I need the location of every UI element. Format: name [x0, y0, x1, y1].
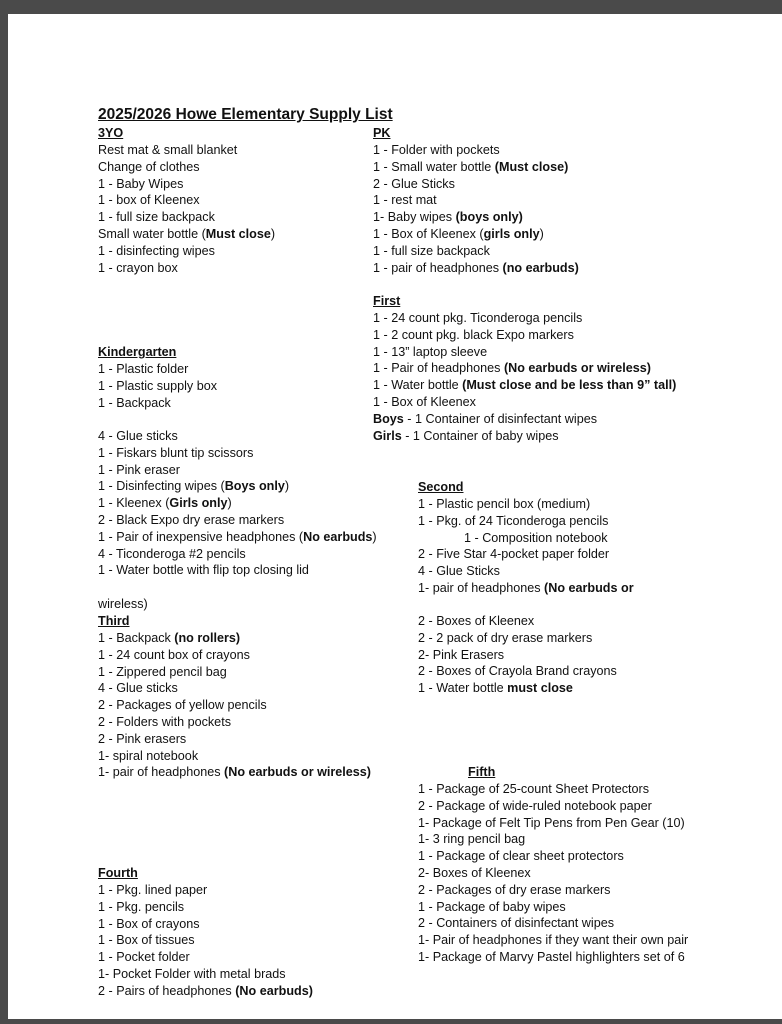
list-item: 2 - Pink erasers	[98, 731, 187, 746]
list-item	[98, 478, 289, 494]
list-item: Change of clothes	[98, 159, 200, 174]
list-item: 1 - full size backpack	[373, 243, 490, 258]
emphasis-text: must close	[507, 681, 573, 696]
list-item: 1 - Fiskars blunt tip scissors	[98, 445, 254, 460]
list-item: 2 - 2 pack of dry erase markers	[418, 630, 593, 645]
list-item	[373, 411, 597, 427]
list-item: 4 - Ticonderoga #2 pencils	[98, 546, 246, 561]
list-item: 1 - Package of 25-count Sheet Protectors	[418, 782, 650, 796]
list-item: 1 - 24 count box of crayons	[98, 647, 250, 662]
item-text: - 1 Container of disinfectant wipes	[403, 411, 598, 426]
list-item: 1 - 2 count pkg. black Expo markers	[373, 327, 574, 342]
list-item	[373, 428, 559, 444]
list-item	[418, 580, 634, 596]
list-item: 1 - Pkg. pencils	[98, 899, 185, 914]
list-item: 2 - Packages of dry erase markers	[418, 882, 611, 897]
list-item: 2 - Five Star 4-pocket paper folder	[418, 547, 610, 562]
section-heading-3yo: 3YO	[98, 126, 124, 140]
list-item: 1 - disinfecting wipes	[98, 243, 215, 258]
list-item: 1 - Pink eraser	[98, 462, 180, 477]
emphasis-text: Boys	[373, 411, 404, 426]
list-item	[98, 529, 377, 545]
emphasis-text: Girls	[373, 428, 402, 443]
emphasis-text: (No earbuds or	[544, 581, 634, 595]
list-item: 2 - Folders with pockets	[98, 715, 231, 729]
emphasis-text: (No earbuds or wireless)	[224, 765, 371, 780]
section-heading-fourth: Fourth	[98, 866, 138, 880]
list-item: 2 - Package of wide-ruled notebook paper	[418, 798, 652, 813]
item-text: 1 - Pair of inexpensive headphones (	[98, 529, 304, 544]
item-text: 1 - Pair of headphones	[373, 361, 504, 376]
list-item: 2- Pink Erasers	[418, 647, 505, 662]
list-item: 1 - Plastic pencil box (medium)	[418, 497, 591, 511]
item-text: )	[270, 227, 276, 241]
item-text: )	[227, 496, 232, 511]
list-item: 1 - rest mat	[373, 193, 437, 208]
emphasis-text: Boys only	[224, 479, 285, 494]
list-item: 1- spiral notebook	[98, 748, 199, 763]
list-item	[373, 260, 579, 276]
item-text: 1 - Small water bottle	[373, 159, 495, 174]
list-item	[373, 226, 544, 242]
item-text: 1 - pair of headphones	[373, 260, 503, 275]
list-item: 1 - Plastic folder	[98, 362, 189, 376]
list-item	[418, 680, 573, 696]
section-heading-second: Second	[418, 480, 464, 494]
list-item: 2 - Containers of disinfectant wipes	[418, 916, 615, 931]
list-item	[373, 360, 651, 376]
list-item: 1 - Box of Kleenex	[373, 395, 476, 409]
item-text: 1- pair of headphones	[98, 765, 225, 780]
emphasis-text: No earbuds	[303, 529, 373, 544]
list-item: 1 - Water bottle with flip top closing lid	[98, 563, 309, 578]
list-item: 1 - full size backpack	[98, 210, 215, 225]
emphasis-text: (No earbuds)	[235, 983, 313, 998]
list-item: 1 - Package of clear sheet protectors	[418, 849, 624, 864]
list-item: 1 - 13” laptop sleeve	[373, 344, 488, 359]
list-item: 1- Package of Felt Tip Pens from Pen Gear (10)	[418, 815, 685, 830]
list-item: 1- Pocket Folder with metal brads	[98, 967, 286, 981]
list-item: 1 - Package of baby wipes	[418, 899, 566, 914]
list-item	[373, 377, 676, 393]
emphasis-text: (No earbuds or wireless)	[503, 361, 651, 376]
item-text: Small water bottle (	[98, 227, 206, 241]
list-item: 2 - Glue Sticks	[373, 176, 455, 191]
list-item: 1 - Zippered pencil bag	[98, 664, 227, 679]
item-text: 1 - Water bottle	[418, 681, 508, 696]
section-heading-fifth: Fifth	[468, 765, 496, 779]
list-item	[373, 209, 523, 225]
document-page	[8, 14, 782, 1019]
list-item	[373, 159, 568, 175]
list-item: 2 - Black Expo dry erase markers	[98, 513, 285, 527]
item-text: )	[284, 479, 290, 494]
list-item: 1 - box of Kleenex	[98, 193, 200, 208]
list-item: 1- Pair of headphones if they want their own pair	[418, 933, 689, 948]
wrapped-text: wireless)	[98, 597, 148, 611]
item-text: 2 - Pairs of headphones	[98, 983, 236, 998]
emphasis-text: (Must close)	[494, 159, 569, 174]
emphasis-text: Must close	[205, 227, 271, 241]
emphasis-text: (boys only)	[455, 210, 523, 225]
list-item	[98, 983, 313, 999]
item-text: - 1 Container of baby wipes	[401, 428, 559, 443]
list-item: 1 - Pkg. of 24 Ticonderoga pencils	[418, 513, 609, 528]
list-item: 1 - 24 count pkg. Ticonderoga pencils	[373, 311, 583, 325]
list-item: 1 - crayon box	[98, 260, 178, 275]
page-title: 2025/2026 Howe Elementary Supply List	[98, 106, 393, 123]
list-item: 1 - Baby Wipes	[98, 176, 184, 191]
list-item: 2 - Packages of yellow pencils	[98, 698, 267, 713]
list-item: 1 - Pocket folder	[98, 950, 190, 965]
list-item: 1 - Folder with pockets	[373, 143, 500, 157]
item-text: 1 - Disinfecting wipes (	[98, 479, 225, 494]
list-item: 1- 3 ring pencil bag	[418, 832, 526, 847]
list-item: 1 - Pkg. lined paper	[98, 883, 208, 897]
list-item: 2 - Boxes of Crayola Brand crayons	[418, 664, 617, 679]
list-item: 4 - Glue sticks	[98, 429, 178, 443]
list-item: 1 - Backpack	[98, 395, 171, 410]
item-text: 1 - Water bottle	[373, 378, 463, 393]
list-item: 4 - Glue Sticks	[418, 564, 500, 579]
emphasis-text: (no rollers)	[174, 631, 241, 645]
list-item: 1 - Plastic supply box	[98, 378, 217, 393]
list-item: 1- Package of Marvy Pastel highlighters set of 6	[418, 950, 685, 964]
item-text: 1 - Kleenex (	[98, 496, 170, 511]
section-heading-pk: PK	[373, 126, 391, 140]
list-item: 2 - Boxes of Kleenex	[418, 614, 535, 628]
item-text: 1 - Box of Kleenex (	[373, 227, 484, 241]
list-item: 1 - Composition notebook	[464, 530, 608, 545]
item-text: 1- Baby wipes	[373, 210, 456, 225]
emphasis-text: (Must close and be less than 9” tall)	[462, 378, 677, 393]
list-item	[98, 495, 232, 511]
section-heading-kindergarten: Kindergarten	[98, 345, 177, 359]
emphasis-text: (no earbuds)	[502, 260, 579, 275]
item-text: )	[372, 529, 377, 544]
emphasis-text: girls only	[483, 227, 540, 241]
list-item: 1 - Box of tissues	[98, 933, 195, 948]
emphasis-text: Girls only	[169, 496, 228, 511]
item-text: 1- pair of headphones	[418, 581, 545, 595]
list-item: Rest mat & small blanket	[98, 143, 238, 157]
list-item	[98, 226, 275, 242]
section-heading-first: First	[373, 294, 401, 308]
list-item	[98, 630, 240, 646]
list-item: 2- Boxes of Kleenex	[418, 866, 531, 880]
section-heading-third: Third	[98, 614, 130, 628]
list-item: 1 - Box of crayons	[98, 916, 200, 931]
item-text: 1 - Backpack	[98, 631, 175, 645]
list-item: 4 - Glue sticks	[98, 681, 178, 696]
list-item	[98, 764, 371, 780]
item-text: )	[539, 227, 544, 241]
